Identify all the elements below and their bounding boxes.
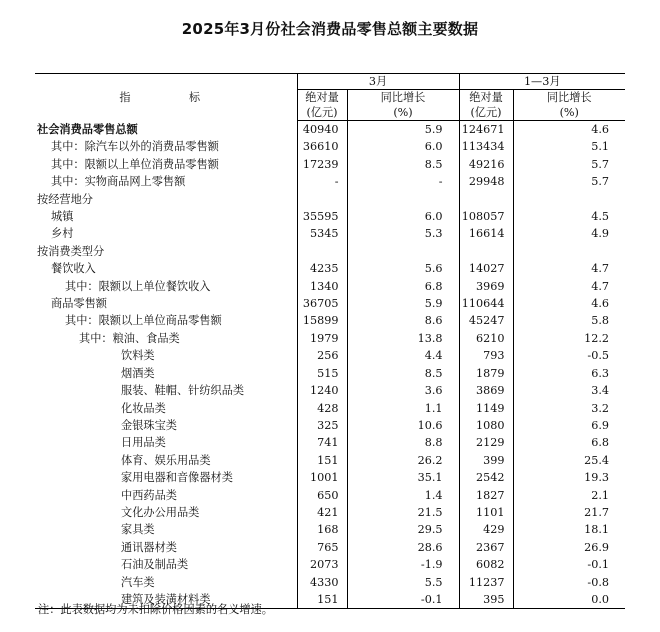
month-abs-value: 4330 [297, 574, 347, 591]
ytd-yoy-value: 4.6 [513, 121, 625, 139]
month-abs-value: 151 [297, 452, 347, 469]
ytd-yoy-header: 同比增长 [513, 90, 625, 106]
month-yoy-value: -0.1 [347, 591, 459, 609]
month-yoy-value: 28.6 [347, 539, 459, 556]
row-label: 按消费类型分 [37, 244, 105, 258]
month-abs-value: 15899 [297, 312, 347, 329]
month-abs-unit: (亿元) [297, 105, 347, 121]
table-row [35, 225, 660, 242]
ytd-abs-value [459, 191, 513, 208]
row-label: 金银珠宝类 [121, 418, 177, 432]
ytd-yoy-value: 18.1 [513, 521, 625, 538]
row-label: 家具类 [121, 523, 155, 537]
month-yoy-value [347, 191, 459, 208]
ytd-abs-value: 16614 [459, 225, 513, 242]
ytd-abs-value: 1101 [459, 504, 513, 521]
ytd-abs-value: 45247 [459, 312, 513, 329]
month-yoy-value: 29.5 [347, 521, 459, 538]
row-label: 中西药品类 [121, 488, 177, 502]
month-abs-value: 36705 [297, 295, 347, 312]
month-yoy-value: 8.5 [347, 156, 459, 173]
month-abs-value: - [297, 173, 347, 190]
month-abs-value: 4235 [297, 260, 347, 277]
row-label: 商品零售额 [51, 297, 107, 311]
ytd-yoy-value: 6.9 [513, 417, 625, 434]
table-row [35, 417, 660, 434]
month-yoy-value: 5.6 [347, 260, 459, 277]
ytd-abs-value: 2129 [459, 434, 513, 451]
table-row [35, 121, 660, 139]
ytd-abs-unit: (亿元) [459, 105, 513, 121]
ytd-yoy-value: 19.3 [513, 469, 625, 486]
month-abs-value: 428 [297, 400, 347, 417]
ytd-yoy-value: 3.2 [513, 400, 625, 417]
ytd-yoy-value: 12.2 [513, 330, 625, 347]
month-yoy-value: 8.6 [347, 312, 459, 329]
row-label: 其中：除汽车以外的消费品零售额 [51, 140, 219, 154]
month-yoy-value [347, 243, 459, 260]
table-title: 2025年3月份社会消费品零售总额主要数据 [181, 20, 479, 38]
table-row [35, 295, 660, 312]
table-body [35, 121, 660, 609]
ytd-yoy-value: -0.1 [513, 556, 625, 573]
month-abs-value: 35595 [297, 208, 347, 225]
month-yoy-value: 10.6 [347, 417, 459, 434]
ytd-abs-value [459, 243, 513, 260]
month-yoy-header: 同比增长 [347, 90, 459, 106]
table-row [35, 504, 660, 521]
month-abs-value: 1979 [297, 330, 347, 347]
ytd-abs-value: 113434 [459, 138, 513, 155]
ytd-abs-value: 2542 [459, 469, 513, 486]
ytd-yoy-value: 6.3 [513, 365, 625, 382]
ytd-abs-value: 110644 [459, 295, 513, 312]
month-yoy-value: -1.9 [347, 556, 459, 573]
month-abs-value: 256 [297, 347, 347, 364]
month-yoy-value: 35.1 [347, 469, 459, 486]
ytd-yoy-value: 21.7 [513, 504, 625, 521]
ytd-yoy-value: 25.4 [513, 452, 625, 469]
retail-sales-table [35, 73, 660, 609]
table-row [35, 487, 660, 504]
month-abs-value: 515 [297, 365, 347, 382]
month-yoy-value: 13.8 [347, 330, 459, 347]
row-label: 城镇 [51, 210, 74, 224]
table-row [35, 469, 660, 486]
month-abs-value: 741 [297, 434, 347, 451]
ytd-abs-value: 11237 [459, 574, 513, 591]
row-label: 文化办公用品类 [121, 505, 200, 519]
ytd-yoy-value: 3.4 [513, 382, 625, 399]
ytd-abs-value: 1879 [459, 365, 513, 382]
ytd-abs-value: 1149 [459, 400, 513, 417]
table-row [35, 556, 660, 573]
ytd-yoy-value: 4.6 [513, 295, 625, 312]
month-abs-value: 765 [297, 539, 347, 556]
month-yoy-value: 21.5 [347, 504, 459, 521]
row-label: 化妆品类 [121, 401, 166, 415]
row-label: 饮料类 [121, 349, 155, 363]
ytd-abs-value: 29948 [459, 173, 513, 190]
month-yoy-value: 6.0 [347, 138, 459, 155]
table-row [35, 330, 660, 347]
ytd-abs-value: 1827 [459, 487, 513, 504]
month-abs-value: 5345 [297, 225, 347, 242]
row-label: 餐饮收入 [51, 262, 96, 276]
table-row [35, 278, 660, 295]
row-label: 乡村 [51, 227, 74, 241]
table-row [35, 312, 660, 329]
month-yoy-value: 5.9 [347, 295, 459, 312]
table-row [35, 452, 660, 469]
ytd-abs-value: 3869 [459, 382, 513, 399]
month-abs-value: 421 [297, 504, 347, 521]
ytd-abs-value: 1080 [459, 417, 513, 434]
table-row [35, 400, 660, 417]
ytd-yoy-unit: (%) [513, 105, 625, 121]
ytd-abs-value: 14027 [459, 260, 513, 277]
table-row [35, 539, 660, 556]
ytd-yoy-value: 5.7 [513, 156, 625, 173]
table-row [35, 260, 660, 277]
month-abs-value: 1240 [297, 382, 347, 399]
table-row [35, 138, 660, 155]
ytd-abs-value: 49216 [459, 156, 513, 173]
ytd-abs-value: 3969 [459, 278, 513, 295]
table-row [35, 382, 660, 399]
table-row [35, 521, 660, 538]
ytd-header: 1—3月 [459, 74, 625, 90]
table-row [35, 173, 660, 190]
ytd-abs-value: 124671 [459, 121, 513, 139]
month-yoy-value: 3.6 [347, 382, 459, 399]
ytd-abs-value: 2367 [459, 539, 513, 556]
row-label: 体育、娱乐用品类 [121, 453, 211, 467]
row-label: 日用品类 [121, 436, 166, 450]
table-row [35, 434, 660, 451]
table-row [35, 365, 660, 382]
ytd-yoy-value: 2.1 [513, 487, 625, 504]
ytd-yoy-value: 4.9 [513, 225, 625, 242]
month-yoy-value: 6.8 [347, 278, 459, 295]
ytd-yoy-value: -0.8 [513, 574, 625, 591]
ytd-abs-value: 793 [459, 347, 513, 364]
row-label: 按经营地分 [37, 192, 93, 206]
ytd-yoy-value: 6.8 [513, 434, 625, 451]
month-yoy-unit: (%) [347, 105, 459, 121]
ytd-abs-value: 399 [459, 452, 513, 469]
month-yoy-value: 8.8 [347, 434, 459, 451]
ytd-abs-value: 6082 [459, 556, 513, 573]
month-yoy-value: 26.2 [347, 452, 459, 469]
month-abs-value: 168 [297, 521, 347, 538]
month-abs-value [297, 191, 347, 208]
month-abs-value: 2073 [297, 556, 347, 573]
month-abs-header: 绝对量 [297, 90, 347, 106]
row-label: 家用电器和音像器材类 [121, 471, 233, 485]
row-label: 服装、鞋帽、针纺织品类 [121, 384, 245, 398]
row-label: 其中：限额以上单位商品零售额 [65, 314, 222, 328]
ytd-abs-value: 395 [459, 591, 513, 609]
table-row [35, 156, 660, 173]
ytd-yoy-value: 5.7 [513, 173, 625, 190]
month-abs-value: 36610 [297, 138, 347, 155]
ytd-yoy-value: 4.7 [513, 278, 625, 295]
row-label: 其中：实物商品网上零售额 [51, 175, 186, 189]
month-abs-value [297, 243, 347, 260]
row-label: 汽车类 [121, 575, 155, 589]
ytd-yoy-value: 4.5 [513, 208, 625, 225]
row-label: 烟酒类 [121, 366, 155, 380]
ytd-abs-value: 429 [459, 521, 513, 538]
ytd-yoy-value: 4.7 [513, 260, 625, 277]
month-yoy-value: 5.3 [347, 225, 459, 242]
footnote: 注：此表数据均为未扣除价格因素的名义增速。 [38, 603, 273, 616]
ytd-yoy-value [513, 191, 625, 208]
month-yoy-value: 4.4 [347, 347, 459, 364]
table-row [35, 347, 660, 364]
month-abs-value: 325 [297, 417, 347, 434]
month-abs-value: 650 [297, 487, 347, 504]
month-yoy-value: 5.9 [347, 121, 459, 139]
table-row [35, 191, 660, 208]
month-abs-value: 151 [297, 591, 347, 609]
month-abs-value: 1340 [297, 278, 347, 295]
ytd-yoy-value: 0.0 [513, 591, 625, 609]
month-yoy-value: 6.0 [347, 208, 459, 225]
month-abs-value: 17239 [297, 156, 347, 173]
row-label: 其中：粮油、食品类 [79, 331, 180, 345]
ytd-yoy-value: 5.1 [513, 138, 625, 155]
table-header [35, 74, 660, 121]
ytd-abs-header: 绝对量 [459, 90, 513, 106]
month-yoy-value: - [347, 173, 459, 190]
row-label: 其中：限额以上单位消费品零售额 [51, 157, 219, 171]
month-yoy-value: 5.5 [347, 574, 459, 591]
row-label: 社会消费品零售总额 [37, 121, 138, 136]
row-label: 其中：限额以上单位餐饮收入 [65, 279, 211, 293]
row-label: 建筑及装潢材料类 [35, 591, 297, 609]
table-row [35, 574, 660, 591]
indicator-header: 指 标 [35, 74, 297, 121]
ytd-abs-value: 6210 [459, 330, 513, 347]
month-yoy-value: 1.4 [347, 487, 459, 504]
table-row [35, 208, 660, 225]
ytd-abs-value: 108057 [459, 208, 513, 225]
month-yoy-value: 1.1 [347, 400, 459, 417]
ytd-yoy-value: 26.9 [513, 539, 625, 556]
row-label: 通讯器材类 [121, 540, 177, 554]
month-abs-value: 40940 [297, 121, 347, 139]
ytd-yoy-value: 5.8 [513, 312, 625, 329]
row-label: 石油及制品类 [121, 558, 189, 572]
table-row [35, 243, 660, 260]
month-header: 3月 [297, 74, 459, 90]
month-abs-value: 1001 [297, 469, 347, 486]
ytd-yoy-value: -0.5 [513, 347, 625, 364]
month-yoy-value: 8.5 [347, 365, 459, 382]
ytd-yoy-value [513, 243, 625, 260]
